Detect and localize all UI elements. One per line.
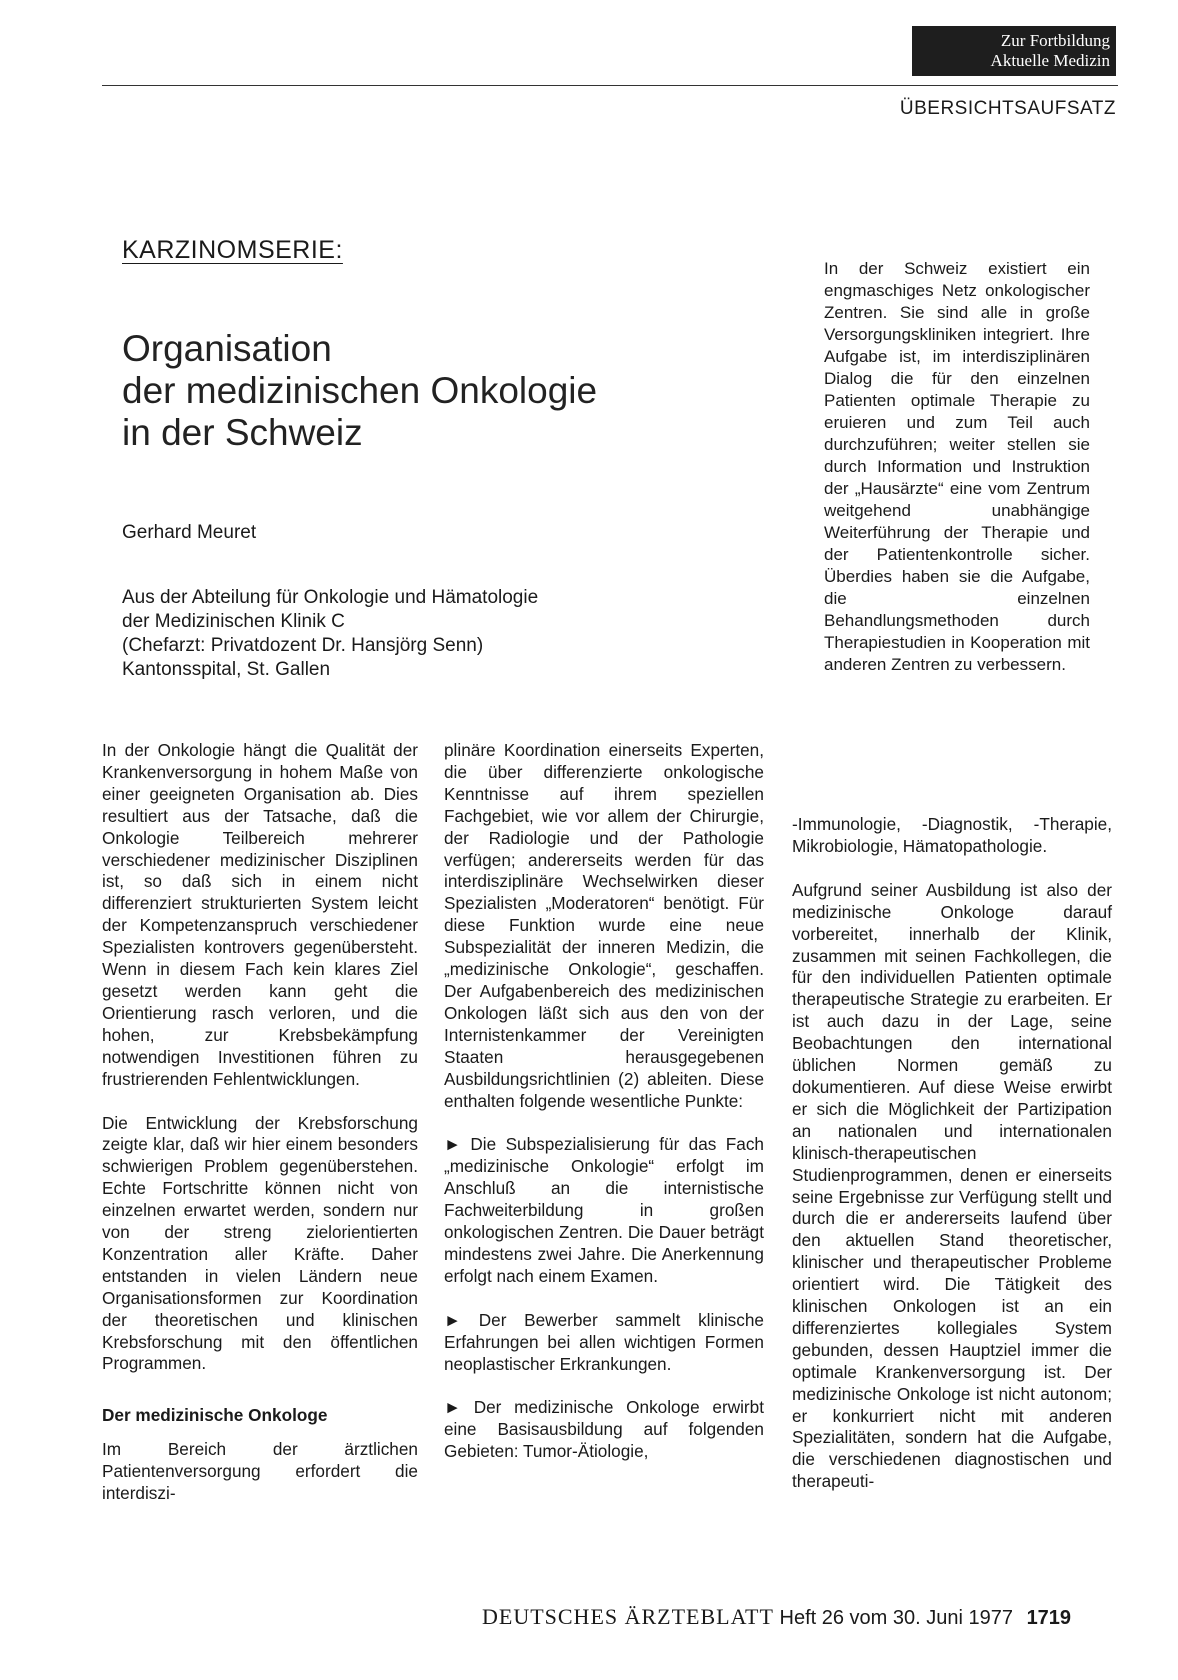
body-column-3 — [792, 814, 1112, 1515]
issue-info: Heft 26 vom 30. Juni 1977 — [779, 1607, 1013, 1629]
affiliation-line-2: der Medizinischen Klinik C — [122, 611, 345, 632]
article-title — [122, 328, 597, 454]
title-line-1: Organisation — [122, 328, 332, 369]
affiliation-line-1: Aus der Abteilung für Onkologie und Hämatologie — [122, 587, 539, 608]
paragraph: Im Bereich der ärztlichen Patientenversorgung erfordert die interdiszi- — [102, 1439, 418, 1504]
subheading: Der medizinische Onkologe — [102, 1405, 328, 1426]
badge-line-2: Aktuelle Medizin — [990, 51, 1110, 70]
paragraph: plinäre Koordination einerseits Experten, die über differenzierte onkologische Kenntnisse auf ihrem speziellen Fachgebiet, wie vor allem der Chirurgie, der Radiologie und der Pathologie verfügen; andererseits werden für das interdisziplinäre Wechselwirken dieser Spezialisten „Moderatoren“ benötigt. Für diese Funktion wurde eine neue Subspezialität der inneren Medizin, die „medizinische Onkologie“, geschaffen. Der Aufgabenbereich des medizinischen Onkologen läßt sich aus den von der Internistenkammer der Vereinigten Staaten herausgegebenen Ausbildungsrichtlinien (2) ableiten. Diese enthalten folgende wesentliche Punkte: — [444, 740, 764, 1111]
paragraph: In der Onkologie hängt die Qualität der Krankenversorgung in hohem Maße von einer geeigneten Organisation ab. Dies resultiert aus der Tatsache, daß die Onkologie Teilbereich mehrerer verschiedener medizinischer Disziplinen ist, so daß sich in einem nicht differenziert strukturierten System leicht der Kompetenzanspruch verschiedener Spezialisten kontrovers gegenübersteht. Wenn in diesem Fach kein klares Ziel gesetzt werden kann geht die Orientierung rasch verloren, und die hohen, zur Krebsbekämpfung notwendigen Investitionen führen zu frustrierenden Fehlentwicklungen. — [102, 740, 418, 1089]
bullet-paragraph: ► Der medizinische Onkologe erwirbt eine Basisausbildung auf folgenden Gebieten: Tumor-Ätiologie, — [444, 1397, 764, 1462]
affiliation — [122, 586, 538, 682]
paragraph: Die Entwicklung der Krebsforschung zeigte klar, daß wir hier einem besonders schwierigen Problem gegenüberstehen. Echte Fortschritte können nicht von einzelnen erwartet werden, sondern nur von der streng zielorientierten Konzentration aller Kräfte. Daher entstanden in vielen Ländern neue Organisationsformen zur Koordination der theoretischen und klinischen Krebsforschung mit den öffentlichen Programmen. — [102, 1112, 418, 1374]
affiliation-line-3: (Chefarzt: Privatdozent Dr. Hansjörg Senn) — [122, 635, 484, 656]
title-line-3: in der Schweiz — [122, 412, 363, 453]
section-label: ÜBERSICHTSAUFSATZ — [899, 98, 1116, 119]
title-line-2: der medizinischen Onkologie — [122, 370, 598, 411]
journal-name: DEUTSCHES ÄRZTEBLATT — [482, 1604, 774, 1629]
bullet-paragraph: ► Der Bewerber sammelt klinische Erfahrungen bei allen wichtigen Formen neoplastischer Erkrankungen. — [444, 1309, 764, 1374]
page-footer — [482, 1604, 1071, 1630]
body-column-2 — [444, 740, 764, 1485]
badge-line-1: Zur Fortbildung — [1000, 31, 1110, 50]
bullet-paragraph: ► Die Subspezialisierung für das Fach „medizinische Onkologie“ erfolgt im Anschluß an die internistische Fachweiterbildung in großen onkologischen Zentren. Die Dauer beträgt mindestens zwei Jahre. Die Anerkennung erfolgt nach einem Examen. — [444, 1134, 764, 1286]
paragraph: Aufgrund seiner Ausbildung ist also der medizinische Onkologe darauf vorbereitet, innerhalb der Klinik, zusammen mit seinen Fachkollegen, die für den individuellen Patienten optimale therapeutische Strategie zu erarbeiten. Er ist auch dazu in der Lage, seine Beobachtungen den international üblichen Normen gemäß zu dokumentieren. Auf diese Weise erwirbt er sich die Möglichkeit der Partizipation an nationalen und internationalen klinisch-therapeutischen Studienprogrammen, denen er einerseits seine Ergebnisse zur Verfügung stellt und durch die er andererseits laufend über den aktuellen Stand theoretischer, klinischer und therapeutischer Probleme orientiert wird. Die Tätigkeit des klinischen Onkologen ist an ein differenziertes kollegiales System gebunden, dessen Hauptziel immer die optimale Krankenversorgung ist. Der medizinische Onkologe ist nicht autonom; er konkurriert nicht mit anderen Spezialitäten, sondern hat die Aufgabe, die verschiedenen diagnostischen und therapeuti- — [792, 879, 1112, 1492]
paragraph: -Immunologie, -Diagnostik, -Therapie, Mikrobiologie, Hämatopathologie. — [792, 814, 1112, 856]
body-column-1 — [102, 740, 418, 1527]
header-divider — [102, 85, 1118, 86]
affiliation-line-4: Kantonsspital, St. Gallen — [122, 659, 331, 680]
abstract: In der Schweiz existiert ein engmaschiges Netz onkologischer Zentren. Sie sind alle in große Versorgungskliniken integriert. Ihre Aufgabe ist, im interdisziplinären Dialog die für den einzelnen Patienten optimale Therapie zu eruieren und zum Teil auch durchzuführen; weiter stellen sie durch Information und Instruktion der „Hausärzte“ eine vom Zentrum weitgehend unabhängige Weiterführung der Therapie und der Patientenkontrolle sicher. Überdies haben sie die Aufgabe, die einzelnen Behandlungsmethoden durch Therapiestudien in Kooperation mit anderen Zentren zu verbessern. — [824, 259, 1090, 674]
page-number: 1719 — [1026, 1607, 1072, 1629]
author-name: Gerhard Meuret — [122, 522, 257, 543]
series-label: KARZINOMSERIE: — [122, 236, 343, 264]
section-badge — [912, 26, 1116, 76]
